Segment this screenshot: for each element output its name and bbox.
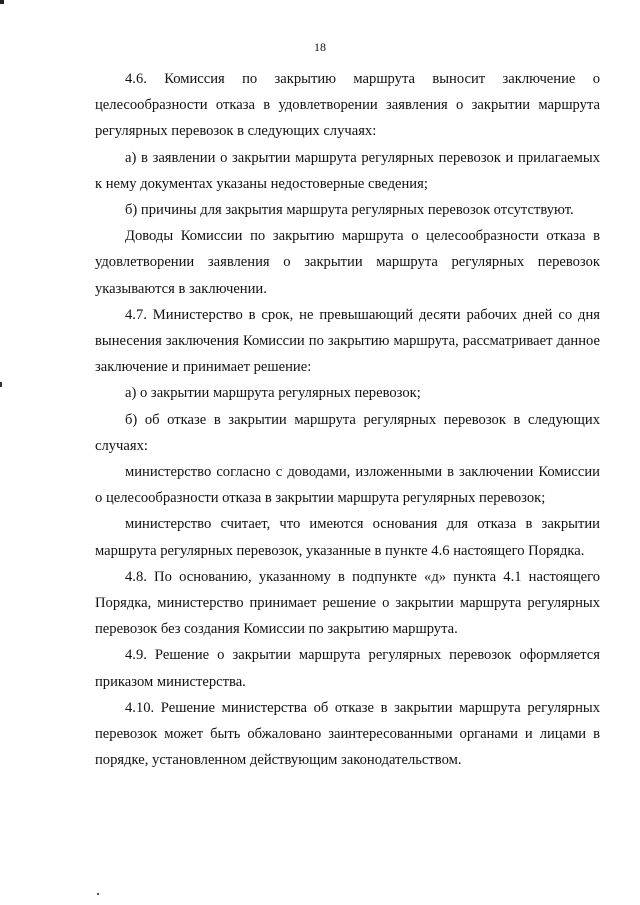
paragraph-4-6: 4.6. Комиссия по закрытию маршрута выносит заключение о целесообразности отказа в удовлетворении заявления о закрытии маршрута регулярных перевозок в следующих случаях:: [95, 71, 600, 140]
scan-side-mark: [0, 382, 2, 387]
paragraph-4-7-a: а) о закрытии маршрута регулярных перевозок;: [125, 385, 421, 402]
paragraph-4-7: 4.7. Министерство в срок, не превышающий десяти рабочих дней со дня вынесения заключения Комиссии по закрытию маршрута, рассматривает данное заключение и принимает решение:: [95, 306, 600, 376]
paragraph-4-9: 4.9. Решение о закрытии маршрута регулярных перевозок оформляется приказом министерства.: [95, 647, 600, 690]
scan-corner-mark: [0, 0, 4, 4]
paragraph-4-7-b-case-1: министерство согласно с доводами, изложенными в заключении Комиссии о целесообразности отказа в закрытии маршрута регулярных перевозок;: [95, 464, 600, 507]
page-number: 18: [314, 40, 326, 54]
paragraph-commission-arguments: Доводы Комиссии по закрытию маршрута о целесообразности отказа в удовлетворении заявления о закрытии маршрута регулярных перевозок указываются в заключении.: [95, 228, 600, 297]
paragraph-4-6-b: б) причины для закрытия маршрута регулярных перевозок отсутствуют.: [125, 202, 574, 219]
paragraph-4-6-a: а) в заявлении о закрытии маршрута регулярных перевозок и прилагаемых к нему документах указаны недостоверные сведения;: [95, 149, 600, 192]
paragraph-4-7-b: б) об отказе в закрытии маршрута регулярных перевозок в следующих случаях:: [95, 411, 600, 454]
paragraph-4-10: 4.10. Решение министерства об отказе в закрытии маршрута регулярных перевозок может быть обжаловано заинтересованными органами и лицами в порядке, установленном действующим законодательством.: [95, 699, 600, 769]
scan-speck: [97, 893, 99, 895]
document-body: [95, 66, 600, 773]
paragraph-4-8: 4.8. По основанию, указанному в подпункте «д» пункта 4.1 настоящего Порядка, министерство принимает решение о закрытии маршрута регулярных перевозок без создания Комиссии по закрытию маршрута.: [95, 568, 600, 638]
paragraph-4-7-b-case-2: министерство считает, что имеются основания для отказа в закрытии маршрута регулярных перевозок, указанные в пункте 4.6 настоящего Порядка.: [95, 516, 600, 559]
